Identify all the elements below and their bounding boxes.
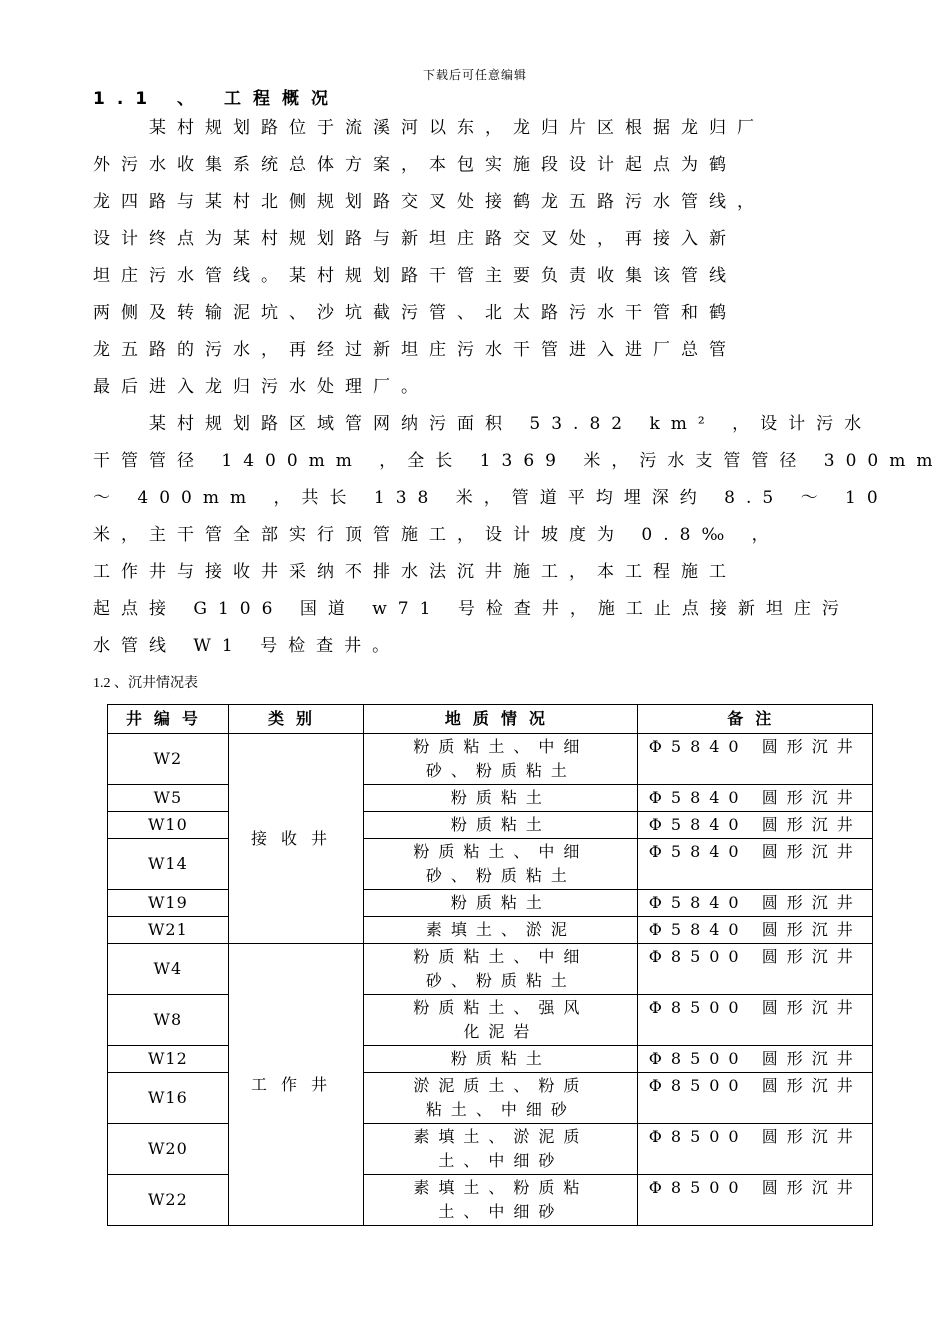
geology-cell	[364, 1073, 638, 1124]
overview-paragraph-1	[93, 110, 873, 406]
note-cell: Φ8500 圆形沉井	[638, 1175, 873, 1226]
geology-cell	[364, 995, 638, 1046]
geology-line: 粉质粘土、中细	[413, 842, 589, 861]
note-cell: Φ8500 圆形沉井	[638, 1073, 873, 1124]
note-cell: Φ5840 圆形沉井	[638, 734, 873, 785]
geology-cell	[364, 734, 638, 785]
geology-line: 砂、粉质粘土	[425, 866, 576, 885]
well-id: W19	[108, 890, 229, 917]
geology-cell	[364, 917, 638, 944]
section-title-overview: 1.1 、 工程概况	[93, 89, 340, 109]
table-row	[108, 839, 873, 890]
header-geology: 地质情况	[364, 705, 638, 734]
geology-line: 化泥岩	[463, 1022, 539, 1041]
paragraph-line: 干管管径 1400mm ，全长 1369 米，污水支管管径 300mm	[93, 451, 944, 471]
geology-line: 粉质粘土、中细	[413, 947, 589, 966]
paragraph-line: 龙四路与某村北侧规划路交叉处接鹤龙五路污水管线，	[93, 192, 765, 212]
geology-line: 砂、粉质粘土	[425, 761, 576, 780]
geology-cell	[364, 890, 638, 917]
table-row	[108, 1124, 873, 1175]
note-cell: Φ5840 圆形沉井	[638, 839, 873, 890]
header-note: 下载后可任意编辑	[422, 68, 527, 82]
geology-line: 粉质粘土	[450, 893, 551, 912]
well-id: W22	[108, 1175, 229, 1226]
geology-cell	[364, 839, 638, 890]
note-cell: Φ5840 圆形沉井	[638, 785, 873, 812]
paragraph-line: 设计终点为某村规划路与新坦庄路交叉处，再接入新	[93, 229, 737, 249]
caisson-table	[107, 704, 873, 1226]
table-row	[108, 812, 873, 839]
paragraph-line: 某村规划路区域管网纳污面积 53.82 km² ，设计污水	[93, 414, 873, 434]
note-cell: Φ8500 圆形沉井	[638, 1046, 873, 1073]
header-type: 类别	[228, 705, 364, 734]
well-type: 接收井	[228, 734, 364, 944]
paragraph-line: 龙五路的污水，再经过新坦庄污水干管进入进厂总管	[93, 340, 737, 360]
well-id: W10	[108, 812, 229, 839]
table-row	[108, 1046, 873, 1073]
overview-paragraph-2	[93, 406, 944, 665]
table-row	[108, 995, 873, 1046]
note-cell: Φ8500 圆形沉井	[638, 944, 873, 995]
geology-line: 土、中细砂	[438, 1151, 564, 1170]
table-row	[108, 1175, 873, 1226]
note-cell: Φ5840 圆形沉井	[638, 917, 873, 944]
geology-line: 土、中细砂	[438, 1202, 564, 1221]
well-id: W12	[108, 1046, 229, 1073]
geology-line: 粉质粘土	[450, 788, 551, 807]
paragraph-line: 某村规划路位于流溪河以东，龙归片区根据龙归厂	[93, 118, 765, 138]
table-header-row	[108, 705, 873, 734]
well-id: W21	[108, 917, 229, 944]
note-cell: Φ8500 圆形沉井	[638, 1124, 873, 1175]
note-cell: Φ8500 圆形沉井	[638, 995, 873, 1046]
header-well-id: 井编号	[108, 705, 229, 734]
paragraph-line: 水管线 W1 号检查井。	[93, 636, 401, 656]
well-id: W14	[108, 839, 229, 890]
geology-line: 素填土、粉质粘	[413, 1178, 589, 1197]
paragraph-line: 外污水收集系统总体方案，本包实施段设计起点为鹤	[93, 155, 737, 175]
geology-line: 粉质粘土	[450, 815, 551, 834]
geology-cell	[364, 785, 638, 812]
note-cell: Φ5840 圆形沉井	[638, 812, 873, 839]
paragraph-line: 两侧及转输泥坑、沙坑截污管、北太路污水干管和鹤	[93, 303, 737, 323]
geology-line: 素填土、淤泥质	[413, 1127, 589, 1146]
geology-cell	[364, 1175, 638, 1226]
well-id: W4	[108, 944, 229, 995]
geology-cell	[364, 1046, 638, 1073]
table-row	[108, 734, 873, 785]
well-id: W8	[108, 995, 229, 1046]
paragraph-line: ～ 400mm ，共长 138 米，管道平均埋深约 8.5 ～ 10	[93, 488, 889, 508]
paragraph-line: 工作井与接收井采纳不排水法沉井施工，本工程施工	[93, 562, 737, 582]
note-cell: Φ5840 圆形沉井	[638, 890, 873, 917]
geology-line: 粉质粘土、强风	[413, 998, 589, 1017]
table-row	[108, 890, 873, 917]
well-id: W2	[108, 734, 229, 785]
geology-cell	[364, 1124, 638, 1175]
paragraph-line: 最后进入龙归污水处理厂。	[93, 377, 429, 397]
well-type: 工作井	[228, 944, 364, 1226]
well-id: W5	[108, 785, 229, 812]
table-row	[108, 1073, 873, 1124]
geology-line: 粉质粘土、中细	[413, 737, 589, 756]
well-id: W20	[108, 1124, 229, 1175]
paragraph-line: 起点接 G106 国道 w71 号检查井，施工止点接新坦庄污	[93, 599, 850, 619]
geology-cell	[364, 812, 638, 839]
geology-line: 粉质粘土	[450, 1049, 551, 1068]
table-row	[108, 785, 873, 812]
geology-cell	[364, 944, 638, 995]
section-title-caisson-table: 1.2 、沉井情况表	[93, 676, 198, 691]
geology-line: 淤泥质土、粉质	[413, 1076, 589, 1095]
paragraph-line: 坦庄污水管线。某村规划路干管主要负责收集该管线	[93, 266, 737, 286]
table-row	[108, 917, 873, 944]
table-row	[108, 944, 873, 995]
geology-line: 粘土、中细砂	[425, 1100, 576, 1119]
geology-line: 砂、粉质粘土	[425, 971, 576, 990]
paragraph-line: 米，主干管全部实行顶管施工，设计坡度为 0.8‰ ，	[93, 525, 780, 545]
header-note: 备注	[638, 705, 873, 734]
geology-line: 素填土、淤泥	[425, 920, 576, 939]
well-id: W16	[108, 1073, 229, 1124]
